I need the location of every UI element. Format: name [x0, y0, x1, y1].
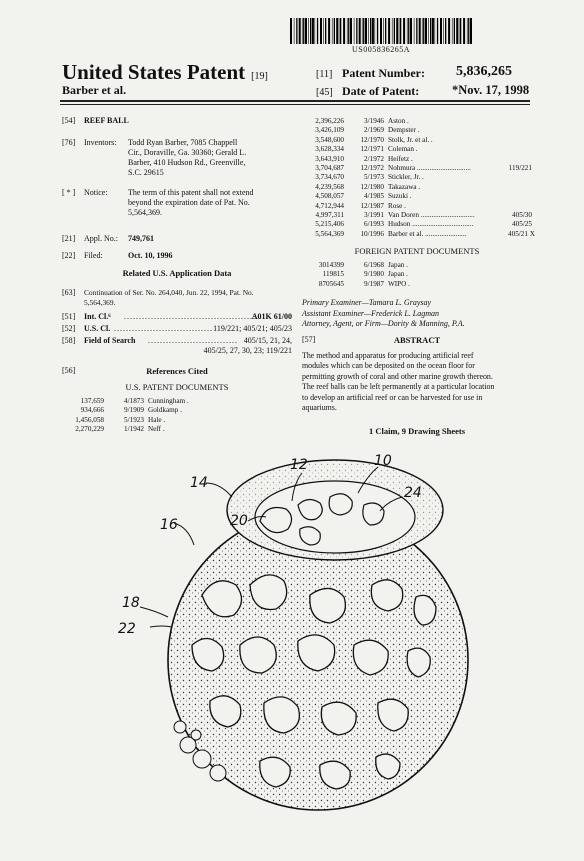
barcode-bar — [310, 18, 311, 44]
ref-number: 119815 — [322, 270, 344, 279]
barcode-bar — [383, 18, 384, 44]
ref-name: Rose . — [388, 201, 406, 210]
barcode-bar — [414, 18, 415, 44]
search-values — [204, 336, 292, 356]
continuation-text — [84, 288, 254, 308]
patent-number-code: [11] — [316, 69, 333, 80]
field-code: [21] — [62, 234, 76, 243]
barcode-bar — [403, 18, 405, 44]
ref-number: 4,712,944 — [315, 201, 344, 210]
abstract-heading: ABSTRACT — [393, 335, 441, 345]
ref-name: Dempster . — [388, 126, 420, 135]
patent-title: REEF BALL — [84, 116, 129, 125]
ref-name: Stolk, Jr. et al. . — [388, 135, 433, 144]
ref-number: 3,734,670 — [315, 173, 344, 182]
ref-class: 405/30 — [512, 211, 532, 220]
reference-row — [302, 270, 508, 279]
ref-date: 12/1970 — [360, 135, 384, 144]
field-label: Filed: — [84, 251, 103, 260]
refs-heading: References Cited — [146, 366, 208, 376]
barcode-bar — [294, 18, 295, 44]
filed-field — [62, 251, 292, 261]
dot-leader: .............................. — [148, 336, 238, 345]
filed-date: Oct. 10, 1996 — [128, 251, 173, 260]
ref-number: 3,426,109 — [315, 126, 344, 135]
ref-date: 4/1873 — [124, 397, 144, 405]
inventors-short: Barber et al. — [62, 83, 127, 97]
reference-row — [302, 220, 532, 229]
abstract-line: aquariums. — [302, 403, 337, 413]
barcode-bar — [467, 18, 468, 44]
field-label: U.S. Cl. — [84, 324, 111, 333]
barcode-bar — [320, 18, 322, 44]
reference-row — [62, 397, 268, 406]
field-code: [51] — [62, 312, 76, 321]
barcode-bar — [410, 18, 412, 44]
barcode-bar — [408, 18, 409, 44]
continuation-line: Continuation of Ser. No. 264,040, Jun. 22, 1994, Pat. No. — [84, 288, 254, 297]
barcode — [290, 18, 472, 44]
reference-row — [62, 406, 268, 415]
barcode-bar — [339, 18, 340, 44]
claims-summary: 1 Claim, 9 Drawing Sheets — [368, 426, 466, 436]
ref-label: 24 — [404, 485, 422, 501]
barcode-bar — [323, 18, 324, 44]
ref-name: Barber et al. ....................... — [388, 229, 467, 238]
ref-date: 3/1991 — [364, 211, 384, 220]
assistant-examiner: Assistant Examiner—Frederick L. Lagman — [302, 308, 440, 318]
ref-name: Hudson .................................. — [388, 220, 474, 229]
dot-leader: .............................................. — [124, 312, 262, 321]
ref-date: 10/1996 — [360, 229, 384, 238]
barcode-bar — [308, 18, 309, 44]
barcode-bar — [375, 18, 376, 44]
abstract-line: The reef balls can be left permanently at a particular location — [302, 382, 495, 392]
foreign-ref-list — [302, 261, 508, 289]
ref-number: 4,239,568 — [315, 182, 344, 191]
ref-number: 3,643,910 — [315, 154, 344, 163]
barcode-bar — [430, 18, 431, 44]
barcode-bar — [305, 18, 307, 44]
reference-row — [302, 145, 532, 154]
ref-date: 5/1923 — [124, 415, 144, 424]
ref-date: 9/1980 — [364, 270, 384, 279]
barcode-bar — [290, 18, 292, 44]
barcode-bar — [348, 18, 349, 44]
barcode-bar — [463, 18, 465, 44]
ref-date: 6/1993 — [364, 220, 384, 229]
inventors-text — [128, 138, 246, 178]
ref-date: 9/1987 — [364, 279, 384, 288]
continuation-field — [62, 288, 292, 308]
field-code: [56] — [62, 366, 76, 375]
inventors-line: Todd Ryan Barber, 7085 Chappell — [128, 138, 238, 147]
notice-line: 5,564,369. — [128, 208, 162, 217]
inventors-line: S.C. 29615 — [128, 168, 164, 177]
barcode-bar — [470, 18, 472, 44]
barcode-bar — [399, 18, 400, 44]
ref-number: 4,997,311 — [315, 211, 344, 220]
barcode-bar — [359, 18, 361, 44]
barcode-bar — [347, 18, 348, 44]
ref-name: Goldkamp . — [148, 406, 182, 415]
ref-number: 1,456,058 — [75, 415, 104, 424]
field-label: Appl. No.: — [84, 234, 118, 243]
barcode-bar — [407, 18, 408, 44]
ref-date: 12/1980 — [360, 182, 384, 191]
reference-row — [302, 211, 532, 220]
field-code: [76] — [62, 138, 76, 147]
reference-row — [302, 117, 532, 126]
field-code: [58] — [62, 336, 76, 345]
barcode-bar — [452, 18, 453, 44]
barcode-bar — [423, 18, 424, 44]
dot-leader: ................................. — [114, 324, 213, 333]
header-rule — [60, 100, 530, 102]
primary-examiner: Primary Examiner—Tamara L. Graysay — [302, 298, 432, 307]
reference-row — [302, 155, 532, 164]
ref-number: 137,659 — [80, 397, 104, 405]
barcode-bar — [400, 18, 401, 44]
notice-field — [62, 188, 292, 222]
patent-number-row — [316, 66, 425, 81]
barcode-bar — [460, 18, 461, 44]
ref-label: 22 — [118, 621, 136, 637]
patent-date: *Nov. 17, 1998 — [452, 83, 530, 97]
barcode-bar — [459, 18, 460, 44]
reference-row — [62, 425, 268, 434]
ref-name: Coleman . — [388, 145, 418, 154]
foreign-heading: FOREIGN PATENT DOCUMENTS — [354, 246, 480, 256]
barcode-bar — [317, 18, 318, 44]
abstract-line: The method and apparatus for producing artificial reef — [302, 351, 474, 360]
attorney: Attorney, Agent, or Firm—Dority & Manning, P.A. — [302, 319, 465, 328]
barcode-bar — [343, 18, 345, 44]
us-docs-heading: U.S. PATENT DOCUMENTS — [125, 382, 229, 392]
barcode-bar — [372, 18, 374, 44]
header-rule-thin — [60, 104, 530, 105]
ref-label: 10 — [374, 453, 392, 469]
barcode-bar — [340, 18, 341, 44]
barcode-bar — [336, 18, 338, 44]
barcode-bar — [315, 18, 316, 44]
ref-class: 405/25 — [512, 220, 532, 229]
barcode-bar — [362, 18, 363, 44]
field-label: Field of Search — [84, 336, 136, 345]
inventors-line: Cir., Doraville, Ga. 30360; Gerald L. — [128, 148, 247, 157]
patent-number: 5,836,265 — [456, 64, 512, 79]
ref-number: 2,270,229 — [75, 425, 104, 434]
continuation-line: 5,564,369. — [84, 298, 116, 307]
barcode-bar — [468, 18, 469, 44]
left-ref-list — [62, 397, 268, 435]
date-row — [316, 84, 419, 99]
barcode-bar — [370, 18, 371, 44]
search-line: 405/25, 27, 30, 23; 119/221 — [203, 346, 292, 355]
field-code: [57] — [302, 335, 316, 344]
barcode-bar — [437, 18, 438, 44]
reference-row — [62, 416, 268, 425]
barcode-bar — [385, 18, 386, 44]
ref-date: 2/1969 — [364, 126, 384, 135]
barcode-bar — [454, 18, 455, 44]
ref-number: 8705645 — [318, 279, 344, 288]
ref-number: 3,548,600 — [315, 135, 344, 144]
barcode-bar — [356, 18, 357, 44]
ref-name: Hale . — [148, 415, 166, 424]
barcode-bar — [435, 18, 436, 44]
barcode-bar — [312, 18, 314, 44]
patent-number-label: Patent Number: — [342, 66, 425, 80]
ref-label: 18 — [122, 595, 140, 611]
barcode-bar — [392, 18, 393, 44]
inventors-field — [62, 138, 292, 182]
field-label: Notice: — [84, 188, 108, 197]
reference-row — [302, 192, 532, 201]
barcode-bar — [448, 18, 450, 44]
reference-row — [302, 164, 532, 173]
reference-row — [302, 126, 532, 135]
field-code: [63] — [62, 288, 76, 297]
reference-row — [302, 136, 532, 145]
barcode-bar — [303, 18, 304, 44]
ref-name: Neff . — [148, 425, 165, 434]
barcode-bar — [394, 18, 395, 44]
ref-date: 2/1972 — [364, 154, 384, 163]
reef-ball-drawing — [118, 445, 470, 845]
abstract-line: modules which can be deposited on the ocean floor for — [302, 361, 475, 371]
abstract-line: permitting growth of coral and other marine growth thereon. — [302, 371, 493, 381]
barcode-bar — [334, 18, 335, 44]
abstract-field — [302, 335, 532, 345]
date-label: Date of Patent: — [342, 84, 420, 98]
ref-date: 6/1968 — [364, 261, 384, 269]
barcode-bar — [422, 18, 423, 44]
reference-row — [302, 261, 508, 270]
intcl-field — [62, 312, 292, 322]
ref-label: 20 — [230, 513, 248, 529]
uscl-value: 119/221; 405/21; 405/23 — [213, 324, 292, 333]
field-code: [54] — [62, 116, 76, 125]
reference-row — [302, 202, 532, 211]
field-label: Inventors: — [84, 138, 117, 147]
barcode-bar — [425, 18, 427, 44]
right-ref-list — [302, 117, 535, 239]
notice-text — [128, 188, 254, 218]
title-code: [19] — [251, 71, 268, 82]
ref-name: Nohmura .............................. — [388, 164, 471, 173]
examiners — [302, 298, 532, 330]
barcode-bar — [332, 18, 333, 44]
appl-field — [62, 234, 292, 244]
related-heading: Related U.S. Application Data — [122, 268, 232, 278]
ref-label: 12 — [290, 457, 308, 473]
ref-number: 3014399 — [318, 261, 344, 269]
barcode-bar — [350, 18, 352, 44]
field-label: Int. Cl.⁶ — [84, 312, 111, 321]
ref-name: Heifetz . — [388, 154, 413, 163]
ref-name: Suzuki . — [388, 192, 412, 201]
field-code: [22] — [62, 251, 76, 260]
barcode-bar — [432, 18, 434, 44]
title-field — [62, 116, 292, 126]
abstract-line: to develop an artificial reef or can be harvested for use in — [302, 392, 483, 402]
ref-name: Aston . — [388, 117, 409, 125]
ref-name: Stickler, Jr. . — [388, 173, 424, 182]
ref-class: 119/221 — [508, 164, 532, 173]
ref-name: WIPO . — [388, 279, 410, 288]
barcode-number: US005836265A — [351, 45, 410, 54]
barcode-bar — [416, 18, 417, 44]
ref-label: 14 — [190, 475, 208, 491]
field-code: [ * ] — [62, 188, 76, 197]
inventors-line: Barber, 410 Hudson Rd., Greenville, — [128, 158, 246, 167]
notice-line: beyond the expiration date of Pat. No. — [128, 198, 250, 207]
ref-date: 5/1973 — [364, 173, 384, 182]
ref-number: 4,508,057 — [315, 192, 344, 201]
barcode-bar — [419, 18, 421, 44]
appl-number: 749,761 — [128, 234, 154, 243]
barcode-bar — [354, 18, 355, 44]
barcode-bar — [368, 18, 369, 44]
ref-name: Van Doren .............................. — [388, 211, 475, 220]
ref-date: 3/1946 — [364, 117, 384, 125]
ref-date: 1/1942 — [124, 425, 144, 434]
barcode-bar — [296, 18, 297, 44]
ref-name: Cunningham . — [148, 397, 189, 405]
refs-field — [62, 366, 292, 376]
barcode-bar — [443, 18, 444, 44]
title-text: United States Patent — [62, 60, 246, 84]
field-code: [52] — [62, 324, 76, 333]
uscl-field — [62, 324, 292, 334]
document-title — [62, 60, 268, 85]
reference-row — [302, 173, 532, 182]
barcode-bar — [456, 18, 458, 44]
notice-line: The term of this patent shall not extend — [128, 188, 254, 197]
ref-date: 12/1987 — [360, 201, 384, 210]
ref-class: 405/21 X — [508, 229, 535, 238]
intcl-value: A01K 61/00 — [251, 312, 292, 321]
barcode-bar — [363, 18, 364, 44]
barcode-bar — [388, 18, 390, 44]
ref-number: 3,628,334 — [315, 145, 344, 154]
barcode-bar — [325, 18, 326, 44]
ref-date: 12/1971 — [360, 145, 384, 154]
barcode-bar — [380, 18, 382, 44]
ref-date: 9/1909 — [124, 406, 144, 415]
ref-number: 2,396,226 — [315, 117, 344, 125]
ref-number: 3,704,687 — [315, 164, 344, 173]
barcode-bar — [299, 18, 301, 44]
barcode-bar — [445, 18, 446, 44]
reference-row — [302, 183, 532, 192]
barcode-bar — [377, 18, 378, 44]
ref-name: Japan . — [388, 261, 408, 269]
search-line: 405/15, 21, 24, — [243, 336, 292, 345]
ref-name: Japan . — [388, 270, 408, 279]
barcode-bar — [428, 18, 429, 44]
reference-row — [302, 280, 508, 289]
reference-row — [302, 229, 535, 239]
ref-name: Takazawa . — [388, 182, 421, 191]
barcode-bar — [365, 18, 367, 44]
abstract-text — [302, 351, 532, 413]
barcode-bar — [328, 18, 330, 44]
search-field — [62, 336, 292, 356]
ref-date: 4/1985 — [364, 192, 384, 201]
ref-number: 934,666 — [80, 406, 104, 415]
date-code: [45] — [316, 87, 333, 98]
barcode-bar — [396, 18, 398, 44]
ref-label: 16 — [160, 517, 178, 533]
ref-number: 5,564,369 — [315, 229, 344, 238]
barcode-bar — [302, 18, 303, 44]
barcode-bar — [440, 18, 442, 44]
ref-date: 12/1972 — [360, 164, 384, 173]
ref-number: 5,215,406 — [315, 220, 344, 229]
